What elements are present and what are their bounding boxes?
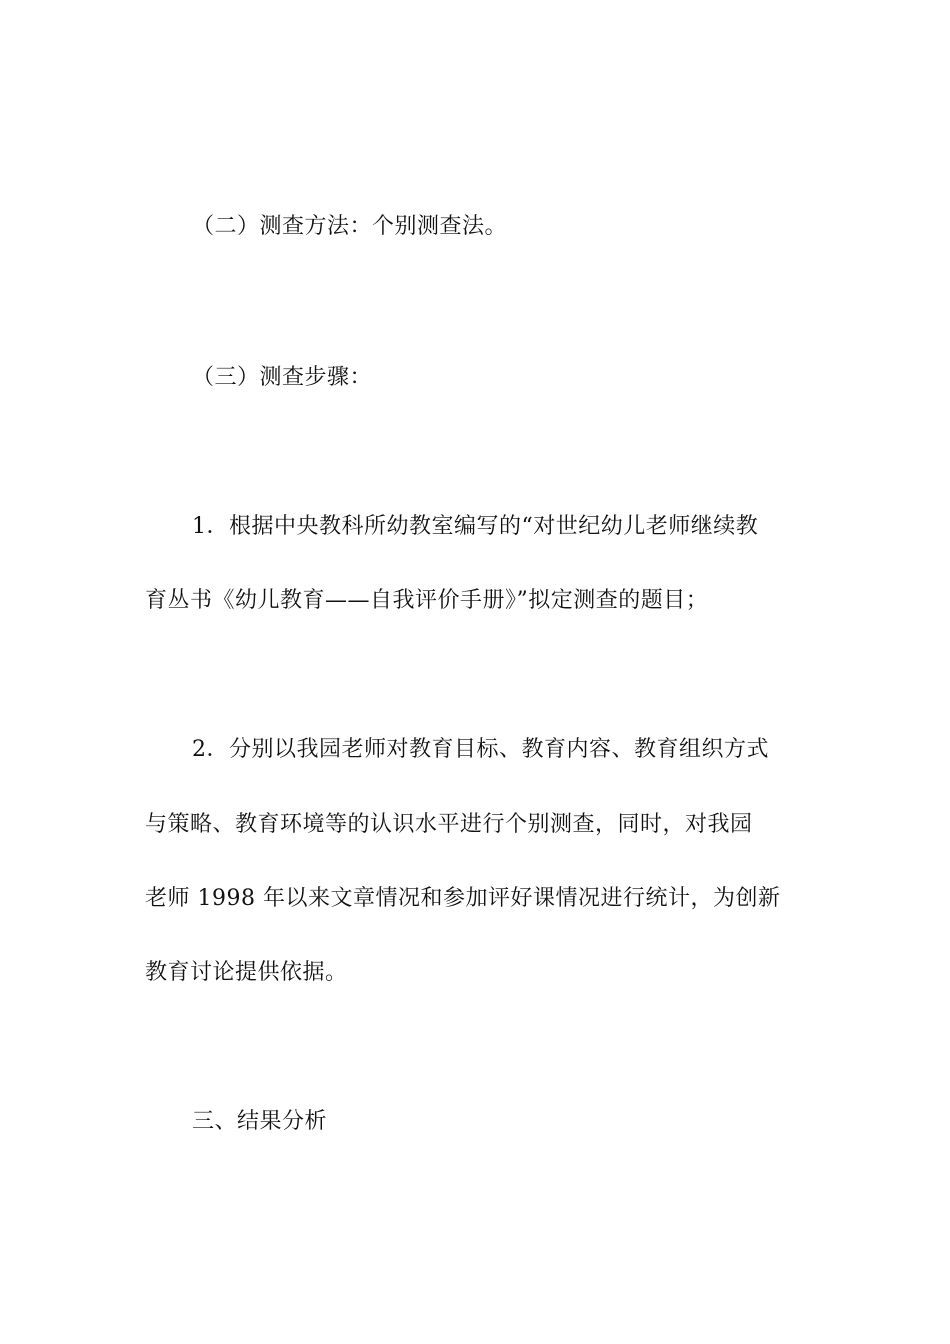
step1-line1: 1．根据中央教科所幼教室编写的“对世纪幼儿老师继续教 [192, 514, 759, 539]
step2-line2: 与策略、教育环境等的认识水平进行个别测查，同时，对我园 [145, 812, 753, 837]
section-results-heading: 三、结果分析 [192, 1109, 328, 1134]
step2-line1: 2．分别以我园老师对教育目标、教育内容、教育组织方式 [192, 737, 769, 762]
section-method-heading: （二）测查方法：个别测查法。 [192, 214, 508, 239]
step1-line2: 育丛书《幼儿教育——自我评价手册》”拟定测查的题目； [145, 588, 709, 613]
step2-line3: 老师 1998 年以来文章情况和参加评好课情况进行统计，为创新 [145, 886, 781, 911]
section-steps-heading: （三）测查步骤： [192, 365, 373, 390]
step2-line4: 教育讨论提供依据。 [145, 960, 348, 985]
